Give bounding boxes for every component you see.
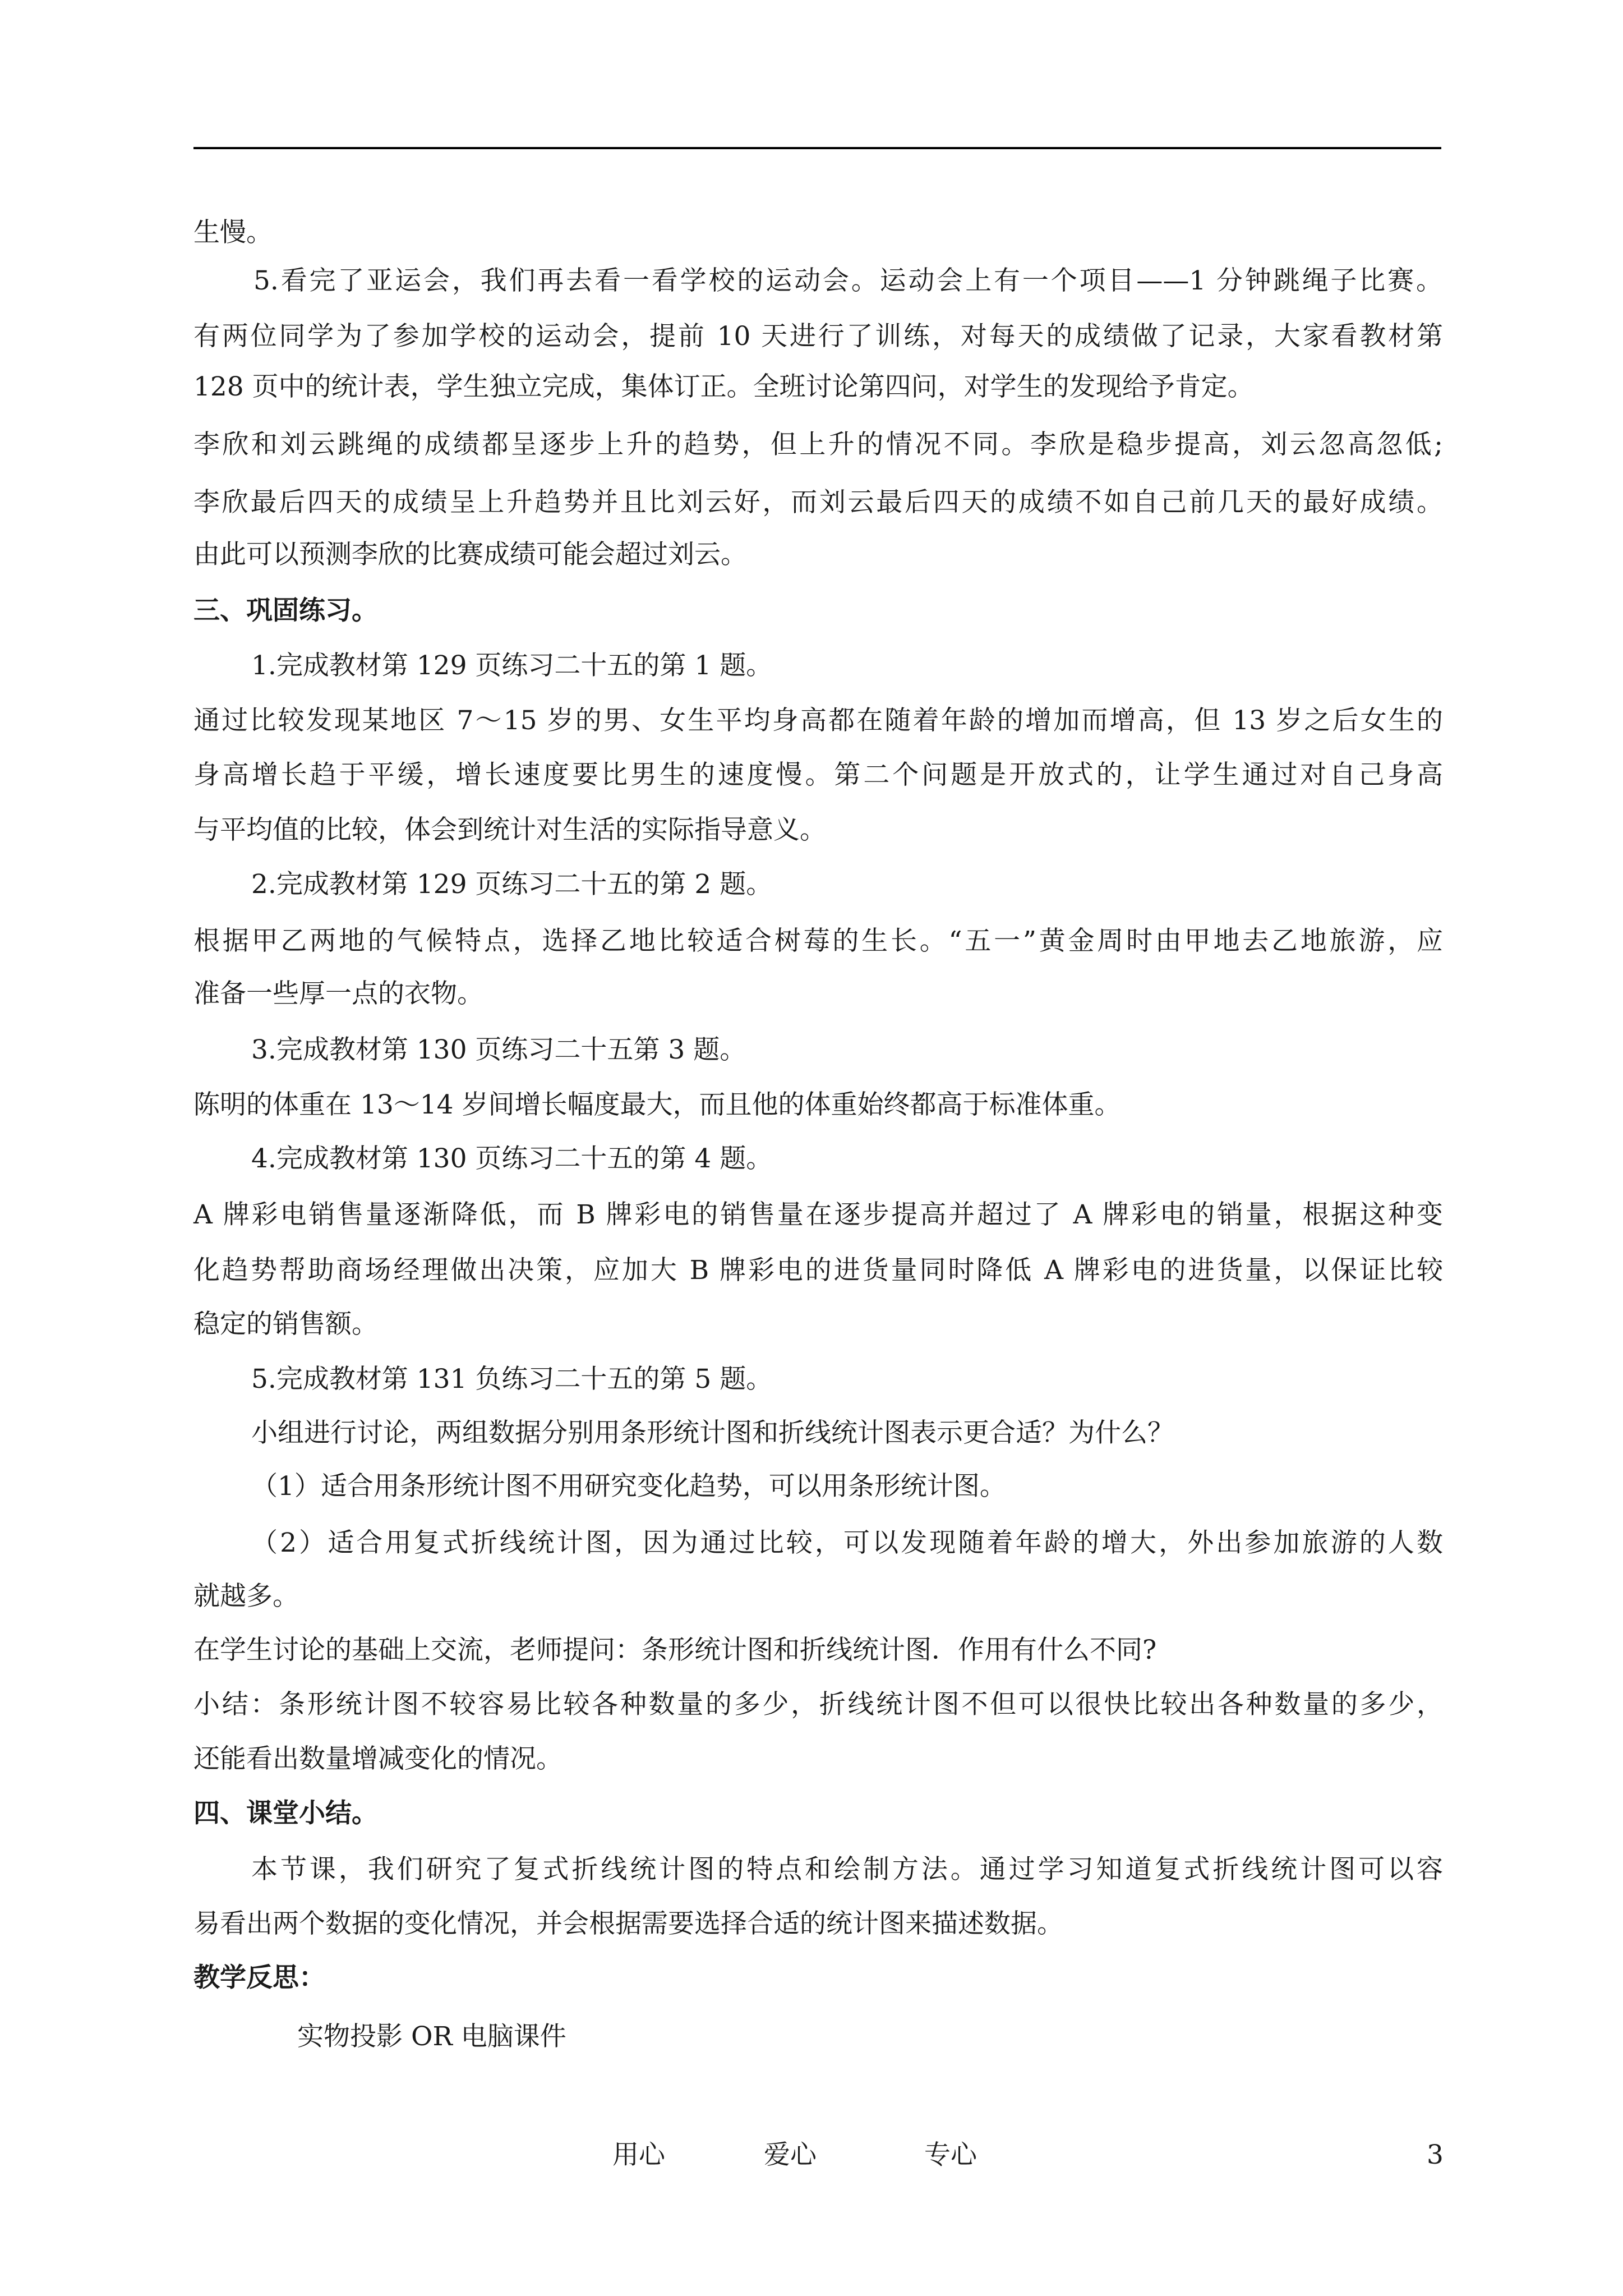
text-line: 就越多。 [193, 1581, 299, 1612]
text-line: （2）适合用复式折线统计图，因为通过比较，可以发现随着年龄的增大，外出参加旅游的人数 [251, 1527, 1443, 1558]
text-line: 与平均值的比较，体会到统计对生活的实际指导意义。 [193, 815, 826, 845]
text-line: 1.完成教材第 129 页练习二十五的第 1 题。 [251, 650, 773, 681]
text-line: 李欣最后四天的成绩呈上升趋势并且比刘云好，而刘云最后四天的成绩不如自己前几天的最好成绩。 [193, 487, 1443, 518]
text-line: 化趋势帮助商场经理做出决策，应加大 B 牌彩电的进货量同时降低 A 牌彩电的进货量，以保证比较 [193, 1255, 1443, 1286]
text-line: （1）适合用条形统计图不用研究变化趋势，可以用条形统计图。 [251, 1471, 1006, 1502]
page-number: 3 [1427, 2139, 1444, 2170]
text-line: 生慢。 [193, 217, 273, 248]
text-line: 5.完成教材第 131 负练习二十五的第 5 题。 [251, 1364, 773, 1395]
section-heading: 教学反思： [193, 1962, 325, 1993]
text-line: 小结：条形统计图不较容易比较各种数量的多少，折线统计图不但可以很快比较出各种数量的多少， [193, 1689, 1443, 1720]
text-line: 根据甲乙两地的气候特点，选择乙地比较适合树莓的生长。“五一”黄金周时由甲地去乙地旅游，应 [193, 926, 1443, 956]
text-line: 实物投影 OR 电脑课件 [297, 2021, 566, 2052]
text-line: 有两位同学为了参加学校的运动会，提前 10 天进行了训练，对每天的成绩做了记录，大家看教材第 [193, 321, 1443, 352]
footer-motto: 专心 [924, 2139, 977, 2170]
text-line: 易看出两个数据的变化情况，并会根据需要选择合适的统计图来描述数据。 [193, 1908, 1063, 1939]
header-rule [193, 147, 1441, 149]
text-line: 4.完成教材第 130 页练习二十五的第 4 题。 [251, 1143, 773, 1174]
text-line: 2.完成教材第 129 页练习二十五的第 2 题。 [251, 869, 773, 900]
text-line: 5.看完了亚运会，我们再去看一看学校的运动会。运动会上有一个项目——1 分钟跳绳子比赛。 [253, 265, 1442, 296]
text-line: 李欣和刘云跳绳的成绩都呈逐步上升的趋势，但上升的情况不同。李欣是稳步提高，刘云忽高忽低; [193, 429, 1443, 460]
text-line: 还能看出数量增减变化的情况。 [193, 1743, 562, 1774]
text-line: 陈明的体重在 13～14 岁间增长幅度最大，而且他的体重始终都高于标准体重。 [193, 1089, 1121, 1120]
text-line: 稳定的销售额。 [193, 1309, 378, 1340]
text-line: A 牌彩电销售量逐渐降低，而 B 牌彩电的销售量在逐步提高并超过了 A 牌彩电的销量，根据这种变 [193, 1199, 1443, 1230]
section-heading: 四、课堂小结。 [193, 1798, 378, 1829]
text-line: 通过比较发现某地区 7～15 岁的男、女生平均身高都在随着年龄的增加而增高，但 13 岁之后女生的 [193, 705, 1443, 736]
footer-motto: 爱心 [764, 2139, 817, 2170]
text-line: 准备一些厚一点的衣物。 [193, 978, 483, 1009]
text-line: 在学生讨论的基础上交流，老师提问：条形统计图和折线统计图．作用有什么不同? [193, 1635, 1157, 1665]
footer-motto: 用心 [612, 2139, 665, 2170]
text-line: 3.完成教材第 130 页练习二十五第 3 题。 [251, 1034, 746, 1065]
text-line: 身高增长趋于平缓，增长速度要比男生的速度慢。第二个问题是开放式的，让学生通过对自己身高 [193, 760, 1443, 790]
text-line: 128 页中的统计表，学生独立完成，集体订正。全班讨论第四问，对学生的发现给予肯定。 [193, 371, 1254, 402]
section-heading: 三、巩固练习。 [193, 595, 378, 626]
text-line: 小组进行讨论，两组数据分别用条形统计图和折线统计图表示更合适？为什么？ [251, 1418, 1174, 1448]
text-line: 由此可以预测李欣的比赛成绩可能会超过刘云。 [193, 539, 747, 570]
text-line: 本节课，我们研究了复式折线统计图的特点和绘制方法。通过学习知道复式折线统计图可以容 [251, 1854, 1443, 1885]
